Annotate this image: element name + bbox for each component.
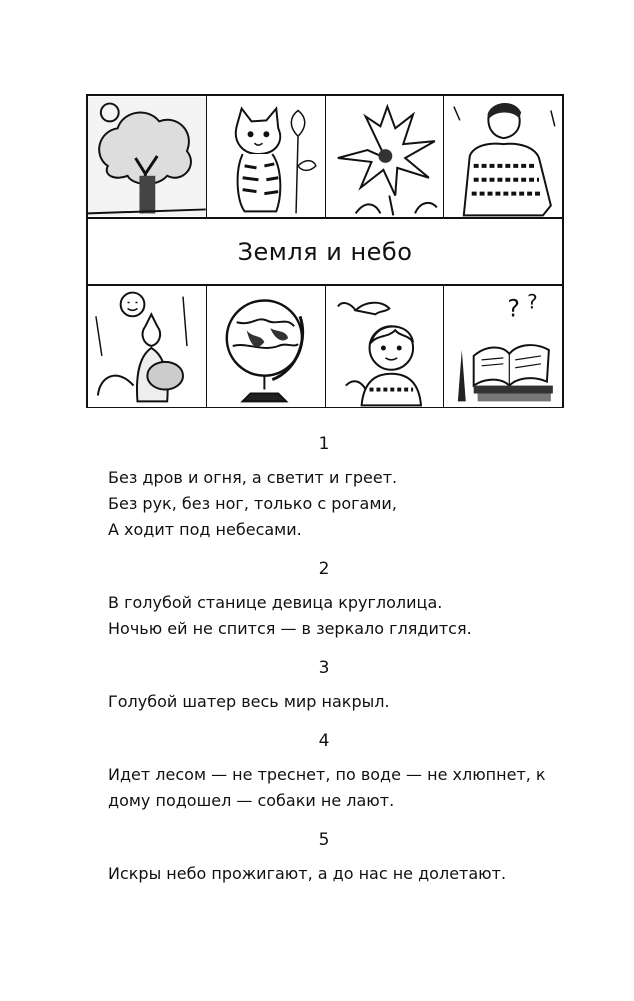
top-illustration-row xyxy=(88,96,562,217)
fox-with-basket-icon xyxy=(88,286,207,407)
riddle-line: Голубой шатер весь мир накрыл. xyxy=(108,692,390,711)
riddle-list xyxy=(108,434,588,903)
riddle-number: 2 xyxy=(318,559,330,579)
bottom-illustration-row xyxy=(88,286,562,407)
chapter-title: Земля и небо xyxy=(237,237,413,266)
riddle-line: дому подошел — собаки не лают. xyxy=(108,791,395,810)
riddle-line: Без дров и огня, а светит и греет. xyxy=(108,468,398,487)
flower-icon xyxy=(326,96,445,217)
svg-text:?: ? xyxy=(527,290,538,314)
riddle-item xyxy=(108,434,588,543)
riddle-number: 3 xyxy=(318,658,330,678)
boy-in-sweater-icon xyxy=(444,96,562,217)
riddle-number: 4 xyxy=(318,731,330,751)
riddle-item xyxy=(108,559,588,642)
riddle-line: Без рук, без ног, только с рогами, xyxy=(108,494,397,513)
open-book-icon xyxy=(444,286,562,407)
globe-icon xyxy=(207,286,326,407)
riddle-item xyxy=(108,658,588,715)
tree-icon xyxy=(88,96,207,217)
boy-with-goose-icon xyxy=(326,286,445,407)
riddle-number: 5 xyxy=(318,830,330,850)
riddle-line: Идет лесом — не треснет, по воде — не хлюпнет, к xyxy=(108,765,546,784)
riddle-line: Искры небо прожигают, а до нас не долетают. xyxy=(108,864,507,883)
riddle-line: А ходит под небесами. xyxy=(108,520,302,539)
riddle-line: В голубой станице девица круглолица. xyxy=(108,593,443,612)
riddle-line: Ночью ей не спится — в зеркало глядится. xyxy=(108,619,472,638)
riddle-item xyxy=(108,830,588,887)
cat-icon xyxy=(207,96,326,217)
riddle-number: 1 xyxy=(318,434,330,454)
riddle-item xyxy=(108,731,588,814)
chapter-title-band xyxy=(88,217,562,286)
chapter-header-panel xyxy=(86,94,564,408)
svg-text:?: ? xyxy=(507,294,521,323)
